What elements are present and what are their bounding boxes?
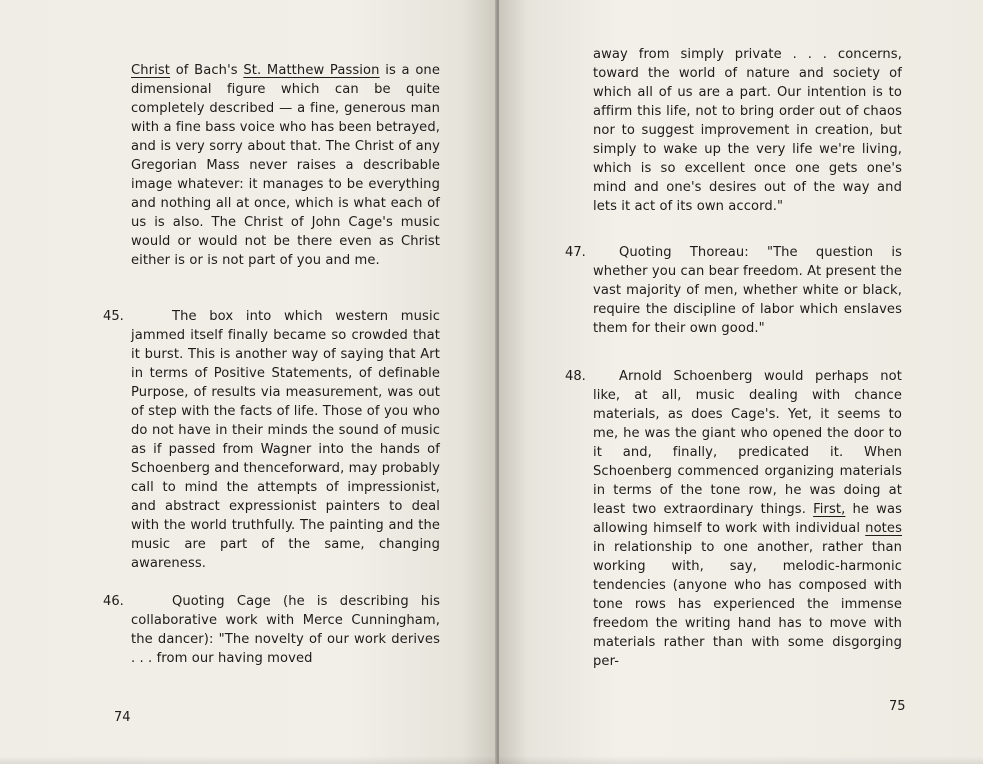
underlined-notes: notes — [865, 521, 902, 536]
page-number: 74 — [114, 710, 131, 725]
continued-quote: away from simply private . . . concerns, toward the world of nature and society of which all of us are a part. Our intention is to affirm this life, not to bring order out of chaos nor to suggest improvement in creation, but simply to wake up the very life we're living, which is so excellent once one gets one's mind and one's desires out of the way and lets it act of its own accord." — [593, 47, 902, 214]
item-number-47: 47. — [565, 245, 586, 260]
page-edge-shadow — [499, 756, 983, 764]
item-45-text: The box into which western music jammed itself finally became so crowded that it burst. This is another way of saying that Art in terms of Positive Statements, of definable Purpose, of results via measurement, was out of step with the facts of life. Those of you who do not have in their minds the sound of music as if passed from Wagner into the hands of Schoenberg and thenceforward, may probably call to mind the attempts of impressionist, and abstract expressionist painters to deal with the world truthfully. The painting and the music are part of the same, changing awareness. — [131, 309, 440, 571]
underlined-first: First, — [813, 502, 846, 517]
continued-paragraph: Christ of Bach's St. Matthew Passion is a one dimensional figure which can be quite completely described — a fine, generous man with a fine bass voice who has been betrayed, and is very sorry about that. The Christ of any Gregorian Mass never raises a describable image whatever: it manages to be everything and nothing all at once, which is what each of us is also. The Christ of John Cage's music would or would not be there even as Christ either is or is not part of you and me. — [131, 63, 440, 268]
underlined-title: St. Matthew Passion — [243, 63, 380, 78]
item-number-46: 46. — [103, 594, 124, 609]
underlined-christ: Christ — [131, 63, 171, 78]
page-number: 75 — [889, 699, 906, 714]
item-number-48: 48. — [565, 369, 586, 384]
item-47-text: Quoting Thoreau: "The question is whether you can bear freedom. At present the vast majority of men, whether white or black, require the discipline of labor which enslaves them for their own good." — [593, 245, 903, 336]
item-46-text: Quoting Cage (he is describing his collaborative work with Merce Cunningham, the dancer): "The novelty of our work derives . . . from our having moved — [131, 594, 440, 666]
page-edge-shadow — [0, 756, 497, 764]
right-page — [499, 0, 983, 764]
item-48-text: Arnold Schoenberg would perhaps not like, at all, music dealing with chance materials, as does Cage's. Yet, it seems to me, he was the giant who opened the door to it and, finally, predicated it. When Schoenberg commenced organizing materials in terms of the tone row, he was doing at least two extraordinary things. First, he was allowing himself to work with individual notes in relationship to one another, rather than working with, say, melodic-harmonic tendencies (anyone who has composed with tone rows has experienced the immense freedom the writing hand has to move with materials rather than with some disgorging per- — [593, 369, 902, 669]
item-number-45: 45. — [103, 309, 124, 324]
